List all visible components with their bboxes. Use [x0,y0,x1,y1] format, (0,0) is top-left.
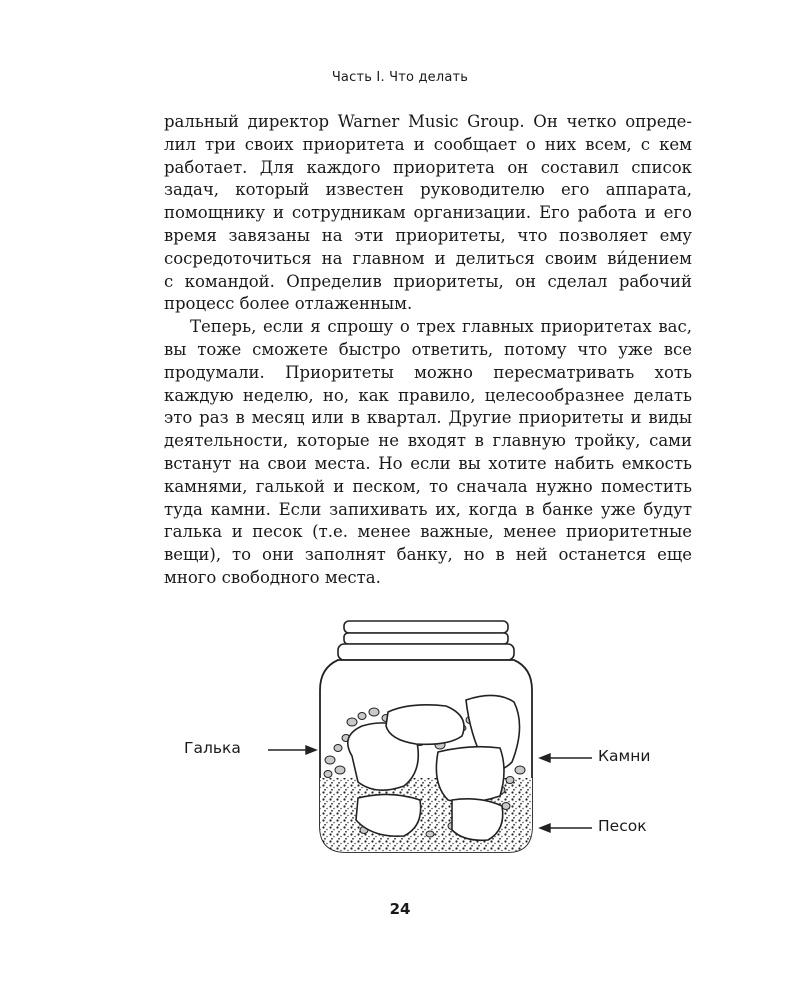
text-line: время завязаны на эти приоритеты, что позволяет ему [164,225,692,245]
label-sand: Песок [598,817,647,835]
text-line: помощнику и сотрудникам организации. Его работа и его [164,203,692,223]
text-line: задач, который известен руководителю его аппарата, [164,180,692,200]
stones [348,695,520,840]
text-line: ральный директор Warner Music Group. Он четко опреде- [164,112,692,131]
jar-lid [338,621,514,660]
text-line: деятельности, которые не входят в главную тройку, сами [164,431,692,451]
paragraph-1 [164,111,692,316]
paragraph-2 [164,316,692,590]
label-arrows [268,746,592,832]
text-line: вы тоже сможете быстро ответить, потому что уже все [164,339,692,359]
text-line: это раз в месяц или в квартал. Другие приоритеты и виды [164,408,692,428]
text-line: много свободного места. [164,567,381,587]
text-line: сосредоточиться на главном и делиться своим ви́дением [164,248,692,268]
text-line: с командой. Определив приоритеты, он сделал рабочий [164,271,692,291]
page-number: 24 [389,900,411,918]
text-line: работает. Для каждого приоритета он составил список [164,157,692,177]
jar-body [320,660,532,852]
text-line: туда камни. Если запихивать их, когда в банке уже будут [164,499,692,519]
running-head: Часть I. Что делать [331,70,469,85]
text-line: встанут на свои места. Но если вы хотите набить емкость [164,453,692,473]
text-line: лил три своих приоритета и сообщает о них всем, с кем [164,134,692,154]
text-line: продумали. Приоритеты можно пересматривать хоть [164,362,692,382]
body-text [164,111,692,590]
text-line: галька и песок (т.е. менее важные, менее приоритетные [164,522,692,542]
sand-layer [318,778,534,858]
text-line: вещи), то они заполнят банку, но в ней останется еще [164,545,692,565]
text-line: процесс более отлаженным. [164,294,413,314]
text-line: камнями, галькой и песком, то сначала нужно поместить [164,476,692,496]
label-pebbles: Галька [184,739,241,757]
text-line: каждую неделю, но, как правило, целесообразнее делать [164,385,692,405]
label-stones: Камни [598,747,651,765]
text-line: Теперь, если я спрошу о трех главных приоритетах вас, [190,317,692,337]
pebbles [324,708,525,837]
